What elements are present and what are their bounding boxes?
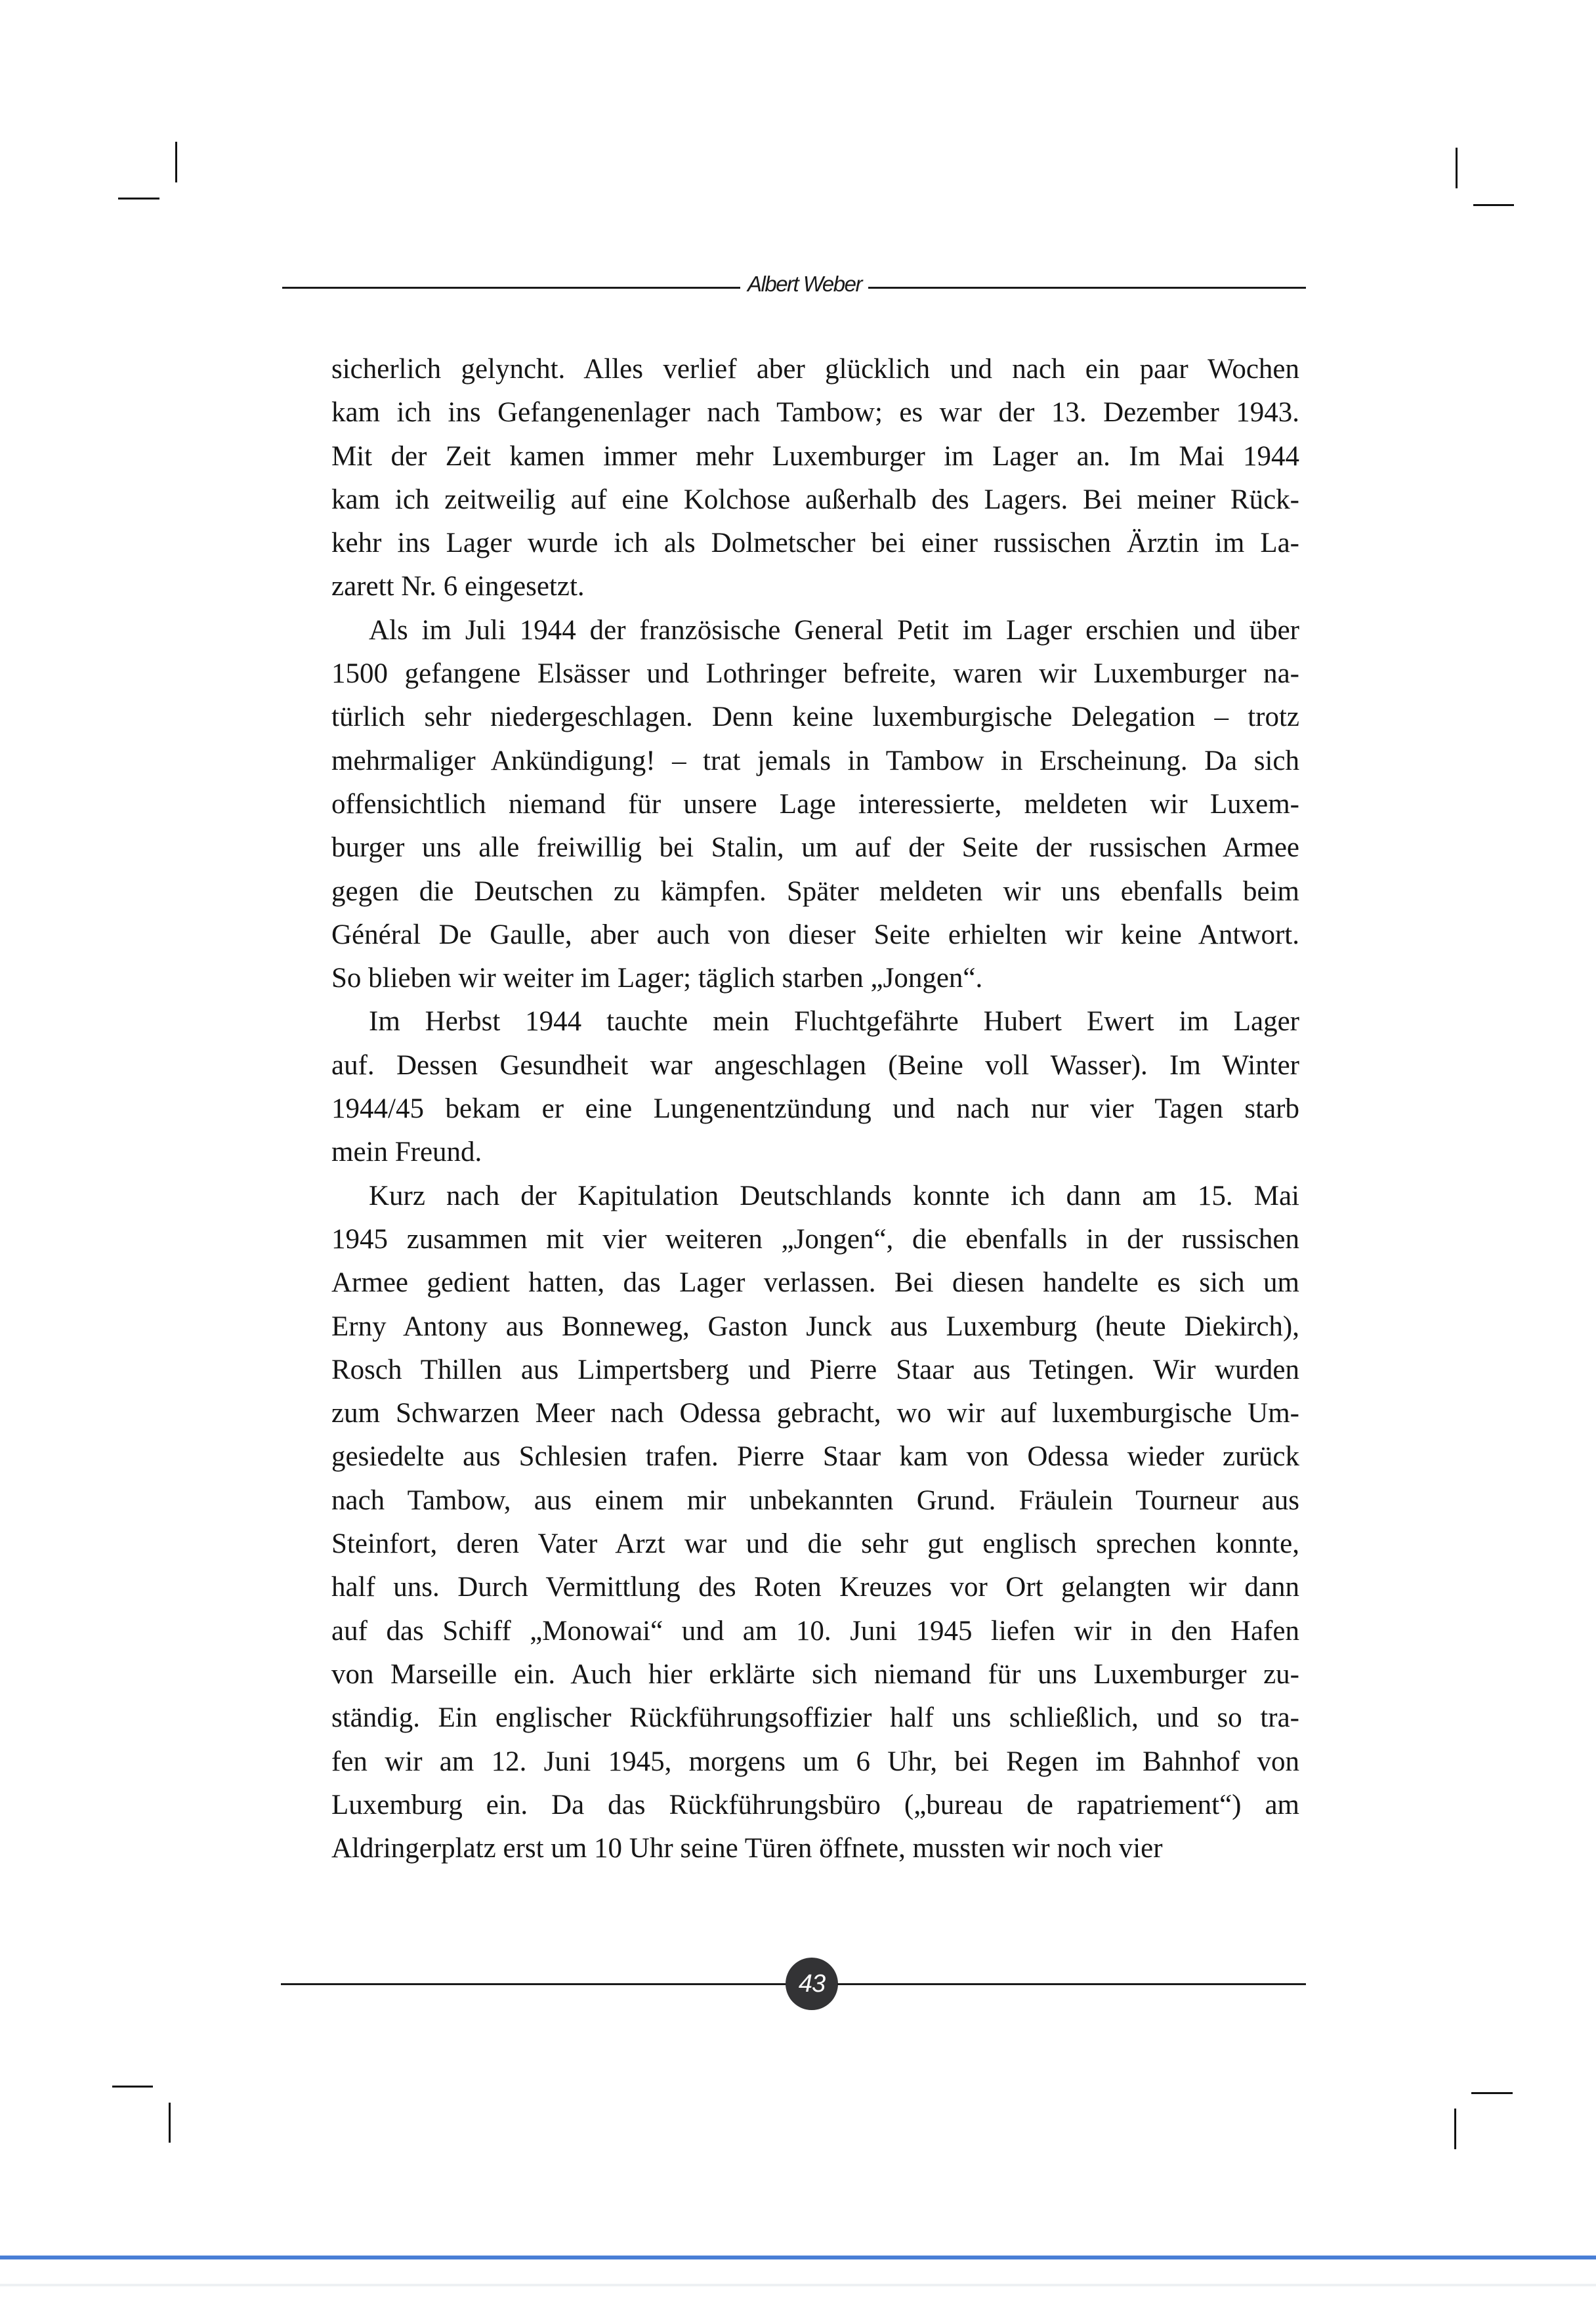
text-line: Armee gedient hatten, das Lager verlassen. Bei diesen handelte es sich um bbox=[331, 1267, 1299, 1299]
crop-mark-bottom-left-vertical bbox=[169, 2103, 171, 2143]
running-head-rule-left bbox=[282, 287, 740, 289]
text-line: türlich sehr niedergeschlagen. Denn keine luxemburgische Delegation – trotz bbox=[331, 702, 1299, 733]
text-line: nach Tambow, aus einem mir unbekannten Grund. Fräulein Tourneur aus bbox=[331, 1484, 1299, 1516]
text-line: Kurz nach der Kapitulation Deutschlands konnte ich dann am 15. Mai bbox=[369, 1180, 1299, 1211]
crop-mark-bottom-right-vertical bbox=[1454, 2109, 1456, 2149]
running-head bbox=[282, 269, 1306, 308]
paragraph bbox=[331, 348, 1299, 609]
text-line: mein Freund. bbox=[331, 1137, 482, 1168]
text-line: 1945 zusammen mit vier weiteren „Jongen“, die ebenfalls in der russischen bbox=[331, 1223, 1299, 1255]
text-line: gegen die Deutschen zu kämpfen. Später meldeten wir uns ebenfalls beim bbox=[331, 875, 1299, 907]
text-line: Mit der Zeit kamen immer mehr Luxemburger im Lager an. Im Mai 1944 bbox=[331, 440, 1299, 472]
page-footer bbox=[281, 1958, 1306, 2010]
crop-mark-top-left-horizontal bbox=[118, 198, 159, 200]
text-line: kam ich ins Gefangenenlager nach Tambow; es war der 13. Dezember 1943. bbox=[331, 397, 1299, 429]
text-line: zum Schwarzen Meer nach Odessa gebracht, wo wir auf luxemburgische Um- bbox=[331, 1398, 1299, 1429]
text-line: burger uns alle freiwillig bei Stalin, um auf der Seite der russischen Armee bbox=[331, 832, 1299, 864]
running-head-author: Albert Weber bbox=[747, 272, 862, 296]
text-line: half uns. Durch Vermittlung des Roten Kreuzes vor Ort gelangten wir dann bbox=[331, 1572, 1299, 1603]
text-line: sicherlich gelyncht. Alles verlief aber glücklich und nach ein paar Wochen bbox=[331, 354, 1299, 385]
paragraph bbox=[331, 1000, 1299, 1174]
crop-mark-bottom-left-horizontal bbox=[112, 2086, 153, 2088]
text-line: Général De Gaulle, aber auch von dieser Seite erhielten wir keine Antwort. bbox=[331, 919, 1299, 950]
body-text bbox=[331, 348, 1299, 1870]
text-line: zarett Nr. 6 eingesetzt. bbox=[331, 571, 585, 602]
scan-shadow-line bbox=[0, 2284, 1596, 2286]
text-line: Steinfort, deren Vater Arzt war und die sehr gut englisch sprechen konnte, bbox=[331, 1528, 1299, 1560]
text-line: Rosch Thillen aus Limpertsberg und Pierre Staar aus Tetingen. Wir wurden bbox=[331, 1354, 1299, 1385]
crop-mark-bottom-right-horizontal bbox=[1471, 2092, 1513, 2094]
footer-rule-left bbox=[281, 1983, 786, 1985]
text-line: offensichtlich niemand für unsere Lage interessierte, meldeten wir Luxem- bbox=[331, 788, 1299, 820]
text-line: ständig. Ein englischer Rückführungsoffizier half uns schließlich, und so tra- bbox=[331, 1702, 1299, 1734]
text-line: auf das Schiff „Monowai“ und am 10. Juni 1945 liefen wir in den Hafen bbox=[331, 1615, 1299, 1647]
running-head-rule-right bbox=[868, 287, 1306, 289]
text-line: Erny Antony aus Bonneweg, Gaston Junck aus Luxemburg (heute Diekirch), bbox=[331, 1311, 1299, 1342]
paragraph bbox=[331, 609, 1299, 1001]
text-line: von Marseille ein. Auch hier erklärte sich niemand für uns Luxemburger zu- bbox=[331, 1658, 1299, 1690]
text-line: Luxemburg ein. Da das Rückführungsbüro („bureau de rapatriement“) am bbox=[331, 1789, 1299, 1820]
text-line: auf. Dessen Gesundheit war angeschlagen (Beine voll Wasser). Im Winter bbox=[331, 1049, 1299, 1081]
text-line: Aldringerplatz erst um 10 Uhr seine Türen öffnete, mussten wir noch vier bbox=[331, 1833, 1163, 1864]
crop-mark-top-right-horizontal bbox=[1473, 204, 1514, 206]
text-line: Im Herbst 1944 tauchte mein Fluchtgefährte Hubert Ewert im Lager bbox=[369, 1006, 1299, 1038]
text-line: 1500 gefangene Elsässer und Lothringer befreite, waren wir Luxemburger na- bbox=[331, 658, 1299, 690]
crop-mark-top-left-vertical bbox=[175, 142, 177, 182]
text-line: Als im Juli 1944 der französische General Petit im Lager erschien und über bbox=[369, 614, 1299, 646]
text-line: fen wir am 12. Juni 1945, morgens um 6 Uhr, bei Regen im Bahnhof von bbox=[331, 1746, 1299, 1777]
footer-rule-right bbox=[837, 1983, 1306, 1985]
text-line: 1944/45 bekam er eine Lungenentzündung und nach nur vier Tagen starb bbox=[331, 1093, 1299, 1125]
crop-mark-top-right-vertical bbox=[1456, 148, 1458, 188]
paragraph bbox=[331, 1175, 1299, 1871]
scan-edge-line bbox=[0, 2256, 1596, 2259]
text-line: So blieben wir weiter im Lager; täglich starben „Jongen“. bbox=[331, 963, 983, 994]
text-line: kehr ins Lager wurde ich als Dolmetscher bei einer russischen Ärztin im La- bbox=[331, 528, 1299, 559]
text-line: kam ich zeitweilig auf eine Kolchose außerhalb des Lagers. Bei meiner Rück- bbox=[331, 484, 1299, 515]
text-line: mehrmaliger Ankündigung! – trat jemals in Tambow in Erscheinung. Da sich bbox=[331, 745, 1299, 776]
text-line: gesiedelte aus Schlesien trafen. Pierre Staar kam von Odessa wieder zurück bbox=[331, 1441, 1299, 1473]
page-number-badge: 43 bbox=[786, 1958, 838, 2010]
